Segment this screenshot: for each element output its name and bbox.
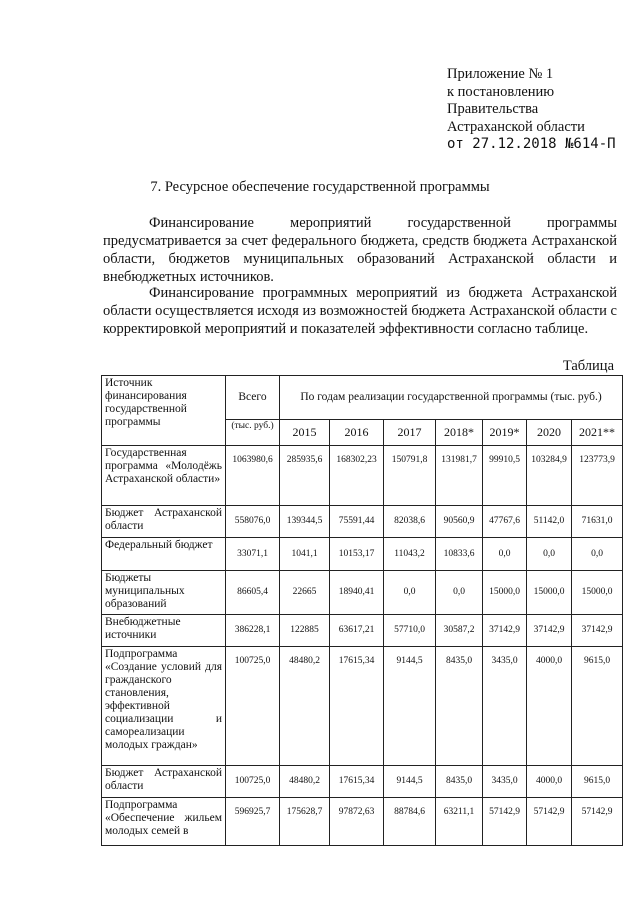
header-year: 2020 [527,420,572,446]
cell-value: 33071,1 [226,538,280,571]
cell-value: 1041,1 [280,538,330,571]
cell-value: 10833,6 [436,538,483,571]
cell-value: 57142,9 [527,798,572,846]
cell-value: 30587,2 [436,615,483,647]
cell-value: 3435,0 [483,647,527,766]
cell-value: 17615,34 [330,766,384,798]
table-row [102,446,623,506]
cell-value: 9144,5 [384,766,436,798]
row-source: Бюджеты муниципальных образований [102,571,226,615]
header-year: 2016 [330,420,384,446]
row-source: Подпрограмма «Обеспечение жильем молодых семей в [102,798,226,846]
cell-value: 15000,0 [572,571,623,615]
cell-value: 51142,0 [527,506,572,538]
cell-value: 175628,7 [280,798,330,846]
cell-value: 57710,0 [384,615,436,647]
cell-value: 63617,21 [330,615,384,647]
cell-value: 168302,23 [330,446,384,506]
paragraph-regional-budget: Финансирование программных мероприятий из бюджета Астраханской области осуществляется исходя из возможностей бюджета Астраханской области с корректировкой мероприятий и показателей эффективности согласно таблице. [103,285,617,337]
header-year: 2017 [384,420,436,446]
cell-value: 3435,0 [483,766,527,798]
appendix-resolution: к постановлению [447,83,555,100]
table-row [102,571,623,615]
cell-value: 596925,7 [226,798,280,846]
cell-value: 103284,9 [527,446,572,506]
table-row [102,647,623,766]
table-row [102,538,623,571]
cell-value: 86605,4 [226,571,280,615]
header-by-years: По годам реализации государственной программы (тыс. руб.) [280,376,623,420]
cell-value: 15000,0 [483,571,527,615]
cell-value: 0,0 [483,538,527,571]
cell-value: 150791,8 [384,446,436,506]
cell-value: 97872,63 [330,798,384,846]
cell-value: 0,0 [436,571,483,615]
header-year: 2021** [572,420,623,446]
row-source: Бюджет Астраханской области [102,506,226,538]
appendix-title: Приложение № 1 [447,66,554,82]
cell-value: 10153,17 [330,538,384,571]
appendix-header [447,66,616,154]
cell-value: 48480,2 [280,766,330,798]
cell-value: 8435,0 [436,766,483,798]
cell-value: 37142,9 [572,615,623,647]
cell-value: 18940,41 [330,571,384,615]
row-source: Федеральный бюджет [102,538,226,571]
cell-value: 11043,2 [384,538,436,571]
cell-value: 71631,0 [572,506,623,538]
cell-value: 9144,5 [384,647,436,766]
cell-value: 100725,0 [226,766,280,798]
table-row [102,615,623,647]
appendix-government: Правительства [447,101,539,117]
cell-value: 37142,9 [483,615,527,647]
cell-value: 90560,9 [436,506,483,538]
cell-value: 558076,0 [226,506,280,538]
cell-value: 131981,7 [436,446,483,506]
cell-value: 1063980,6 [226,446,280,506]
header-total: Всего [226,376,280,420]
cell-value: 139344,5 [280,506,330,538]
cell-value: 37142,9 [527,615,572,647]
cell-value: 100725,0 [226,647,280,766]
cell-value: 57142,9 [483,798,527,846]
cell-value: 22665 [280,571,330,615]
cell-value: 99910,5 [483,446,527,506]
cell-value: 57142,9 [572,798,623,846]
row-source: Внебюджетные источники [102,615,226,647]
table-row [102,798,623,846]
paragraph-financing: Финансирование мероприятий государственной программы предусматривается за счет федерального бюджета, средств бюджета Астраханской области, бюджетов муниципальных образований Астраханской области и внебюджетных источников. [103,215,617,285]
cell-value: 4000,0 [527,647,572,766]
cell-value: 386228,1 [226,615,280,647]
appendix-date-number: от 27.12.2018 №614-П [447,136,616,152]
section-title: 7. Ресурсное обеспечение государственной программы [150,179,490,195]
cell-value: 0,0 [572,538,623,571]
table-row [102,766,623,798]
cell-value: 0,0 [384,571,436,615]
cell-value: 47767,6 [483,506,527,538]
cell-value: 15000,0 [527,571,572,615]
cell-value: 75591,44 [330,506,384,538]
cell-value: 4000,0 [527,766,572,798]
cell-value: 9615,0 [572,766,623,798]
cell-value: 122885 [280,615,330,647]
header-total-unit: (тыс. руб.) [226,420,280,446]
header-source: Источник финансирования государственной программы [102,376,226,446]
cell-value: 88784,6 [384,798,436,846]
cell-value: 17615,34 [330,647,384,766]
header-year: 2018* [436,420,483,446]
cell-value: 63211,1 [436,798,483,846]
cell-value: 9615,0 [572,647,623,766]
table-row [102,506,623,538]
header-year: 2019* [483,420,527,446]
resource-table [101,375,623,846]
row-source: Бюджет Астраханской области [102,766,226,798]
cell-value: 8435,0 [436,647,483,766]
appendix-region: Астраханской области [447,118,585,135]
cell-value: 123773,9 [572,446,623,506]
header-year: 2015 [280,420,330,446]
cell-value: 48480,2 [280,647,330,766]
cell-value: 82038,6 [384,506,436,538]
cell-value: 285935,6 [280,446,330,506]
row-source: Подпрограмма «Создание условий для гражданского становления, эффективной социализации и самореализации молодых граждан» [102,647,226,766]
cell-value: 0,0 [527,538,572,571]
row-source: Государственная программа «Молодёжь Астраханской области» [102,446,226,506]
table-label: Таблица [562,358,614,374]
